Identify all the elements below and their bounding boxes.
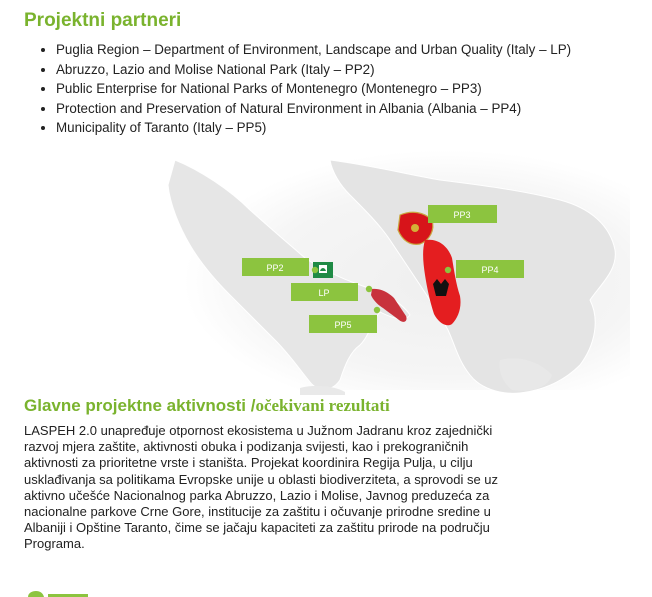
next-section-heading-fragment: [24, 590, 114, 597]
partner-item-lp: • Puglia Region – Department of Environment, Landscape and Urban Quality (Italy – LP): [56, 40, 652, 60]
partner-item-pp4: • Protection and Preservation of Natural Environment in Albania (Albania – PP4): [56, 99, 652, 119]
activities-title: [24, 396, 390, 416]
svg-text:PP3: PP3: [453, 210, 471, 220]
activities-paragraph: LASPEH 2.0 unapređuje otpornost ekosistema u Južnom Jadranu kroz zajednički razvoj mjera zaštite, aktivnosti obuka i podizanja svijesti, kao i prekograničnih aktivnosti za prioritetne vrste i staništa. Projekat koordinira Regija Pulja, u cilju usklađivanja sa politikama Evropske unije u oblasti biodiverziteta, a sprovodi se uz aktivno učešće Nacionalnog parka Abruzzo, Lazio i Molise, Javnog preduzeća za nacionalne parkove Crne Gore, institucije za zaštitu i očuvanje prirodne sredine u Albaniji i Opštine Taranto, čime se jačaju kapaciteti za zaštitu prirode na području Programa.: [24, 423, 499, 552]
svg-text:PP5: PP5: [334, 320, 352, 330]
label-lp: [291, 283, 358, 301]
partner-item-pp3: • Public Enterprise for National Parks of Montenegro (Montenegro – PP3): [56, 79, 652, 99]
pp2-marker: [312, 267, 318, 273]
partners-title: Projektni partneri: [24, 10, 182, 31]
label-pp5: [309, 315, 377, 333]
label-pp3: [428, 205, 497, 223]
activities-title-results: očekivani rezultati: [255, 396, 390, 415]
partner-item-pp2: • Abruzzo, Lazio and Molise National Park (Italy – PP2): [56, 60, 652, 80]
partner-item-pp5: • Municipality of Taranto (Italy – PP5): [56, 118, 652, 138]
svg-text:PP2: PP2: [266, 263, 284, 273]
label-pp2: [242, 258, 309, 276]
svg-text:LP: LP: [318, 288, 330, 298]
pp4-marker: [445, 267, 451, 273]
pp5-marker: [374, 307, 380, 313]
activities-title-main: Glavne projektne aktivnosti /: [24, 396, 256, 415]
partners-map: [0, 145, 652, 395]
svg-text:PP4: PP4: [481, 265, 499, 275]
lp-marker: [366, 286, 372, 292]
label-pp4: [456, 260, 524, 278]
partners-list: [36, 40, 652, 138]
